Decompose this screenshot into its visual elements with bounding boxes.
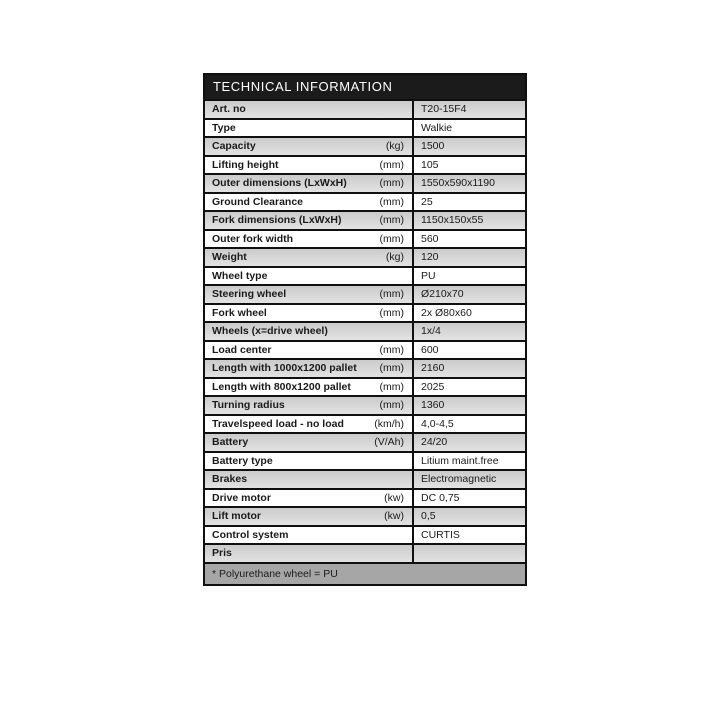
row-label: Ground Clearance: [212, 195, 304, 208]
row-label-cell: [205, 175, 412, 192]
row-value: Litium maint.free: [412, 453, 525, 470]
row-value: 24/20: [412, 434, 525, 451]
row-label: Type: [212, 121, 236, 134]
row-unit: (mm): [379, 195, 404, 208]
table-row: [205, 99, 525, 118]
row-value: T20-15F4: [412, 101, 525, 118]
technical-information-table: [203, 73, 527, 586]
row-label-cell: [205, 490, 412, 507]
row-label: Steering wheel: [212, 288, 287, 300]
row-label-cell: [205, 286, 412, 303]
table-row: [205, 247, 525, 266]
row-label-cell: [205, 268, 412, 285]
row-label: Length with 800x1200 pallet: [212, 380, 351, 393]
row-label: Fork wheel: [212, 306, 267, 319]
table-row: [205, 432, 525, 451]
row-label-cell: [205, 249, 412, 266]
row-label: Battery: [212, 436, 249, 448]
table-row: [205, 321, 525, 340]
row-value: 560: [412, 231, 525, 248]
table-row: [205, 303, 525, 322]
table-row: [205, 155, 525, 174]
row-label-cell: [205, 527, 412, 544]
row-label: Control system: [212, 528, 289, 541]
row-label: Lift motor: [212, 510, 261, 522]
table-row: [205, 395, 525, 414]
row-value: PU: [412, 268, 525, 285]
table-row: [205, 525, 525, 544]
row-value: 2160: [412, 360, 525, 377]
table-row: [205, 173, 525, 192]
row-value: 0,5: [412, 508, 525, 525]
table-row: [205, 118, 525, 137]
row-label: Fork dimensions (LxWxH): [212, 214, 342, 226]
row-label: Weight: [212, 251, 247, 263]
row-value: 1550x590x1190: [412, 175, 525, 192]
table-row: [205, 506, 525, 525]
row-label: Length with 1000x1200 pallet: [212, 362, 357, 374]
row-unit: (kw): [384, 491, 404, 504]
row-label: Outer dimensions (LxWxH): [212, 177, 347, 189]
row-value: 1360: [412, 397, 525, 414]
row-unit: (kg): [385, 251, 404, 264]
row-label-cell: [205, 508, 412, 525]
row-label-cell: [205, 434, 412, 451]
row-label-cell: [205, 212, 412, 229]
row-value: Ø210x70: [412, 286, 525, 303]
row-unit: (mm): [379, 214, 404, 227]
row-unit: (mm): [379, 343, 404, 356]
row-label: Lifting height: [212, 158, 279, 171]
row-label: Drive motor: [212, 491, 271, 504]
row-label-cell: [205, 305, 412, 322]
table-row: [205, 210, 525, 229]
row-value: 4,0-4,5: [412, 416, 525, 433]
row-label: Pris: [212, 547, 232, 559]
row-label-cell: [205, 138, 412, 155]
row-label: Capacity: [212, 140, 256, 152]
row-unit: (mm): [379, 158, 404, 171]
row-label-cell: [205, 416, 412, 433]
row-value: Walkie: [412, 120, 525, 137]
row-value: [412, 545, 525, 562]
row-label: Turning radius: [212, 399, 285, 411]
row-value: 25: [412, 194, 525, 211]
row-label-cell: [205, 194, 412, 211]
row-value: CURTIS: [412, 527, 525, 544]
row-unit: (kg): [385, 140, 404, 153]
row-label-cell: [205, 342, 412, 359]
row-label-cell: [205, 323, 412, 340]
row-label: Battery type: [212, 454, 273, 467]
row-label-cell: [205, 231, 412, 248]
row-label: Art. no: [212, 103, 246, 115]
row-value: 2x Ø80x60: [412, 305, 525, 322]
row-unit: (mm): [379, 288, 404, 301]
table-row: [205, 340, 525, 359]
table-title: TECHNICAL INFORMATION: [205, 75, 525, 99]
row-unit: (V/Ah): [374, 436, 404, 449]
row-value: Electromagnetic: [412, 471, 525, 488]
table-row: [205, 192, 525, 211]
row-value: 1500: [412, 138, 525, 155]
table-footnote: * Polyurethane wheel = PU: [205, 562, 525, 584]
row-unit: (mm): [379, 232, 404, 245]
row-label: Wheels (x=drive wheel): [212, 325, 328, 337]
row-label: Load center: [212, 343, 272, 356]
table-rows: [205, 99, 525, 562]
row-label-cell: [205, 157, 412, 174]
row-label: Wheel type: [212, 269, 268, 282]
row-label-cell: [205, 379, 412, 396]
table-row: [205, 358, 525, 377]
row-label-cell: [205, 120, 412, 137]
row-label-cell: [205, 545, 412, 562]
table-row: [205, 469, 525, 488]
row-label-cell: [205, 101, 412, 118]
row-value: DC 0,75: [412, 490, 525, 507]
row-unit: (mm): [379, 362, 404, 375]
row-value: 1150x150x55: [412, 212, 525, 229]
row-value: 1x/4: [412, 323, 525, 340]
row-label-cell: [205, 360, 412, 377]
row-unit: (mm): [379, 399, 404, 412]
table-row: [205, 229, 525, 248]
row-value: 2025: [412, 379, 525, 396]
table-row: [205, 284, 525, 303]
row-value: 120: [412, 249, 525, 266]
row-label: Travelspeed load - no load: [212, 417, 344, 430]
row-unit: (mm): [379, 306, 404, 319]
row-label-cell: [205, 397, 412, 414]
table-row: [205, 136, 525, 155]
row-label: Brakes: [212, 473, 248, 485]
row-unit: (mm): [379, 380, 404, 393]
table-row: [205, 266, 525, 285]
row-value: 600: [412, 342, 525, 359]
table-row: [205, 377, 525, 396]
row-label: Outer fork width: [212, 232, 294, 245]
table-row: [205, 451, 525, 470]
table-row: [205, 543, 525, 562]
row-value: 105: [412, 157, 525, 174]
row-label-cell: [205, 453, 412, 470]
row-unit: (km/h): [374, 417, 404, 430]
row-unit: (mm): [379, 177, 404, 190]
table-row: [205, 488, 525, 507]
row-unit: (kw): [384, 510, 404, 523]
row-label-cell: [205, 471, 412, 488]
table-row: [205, 414, 525, 433]
